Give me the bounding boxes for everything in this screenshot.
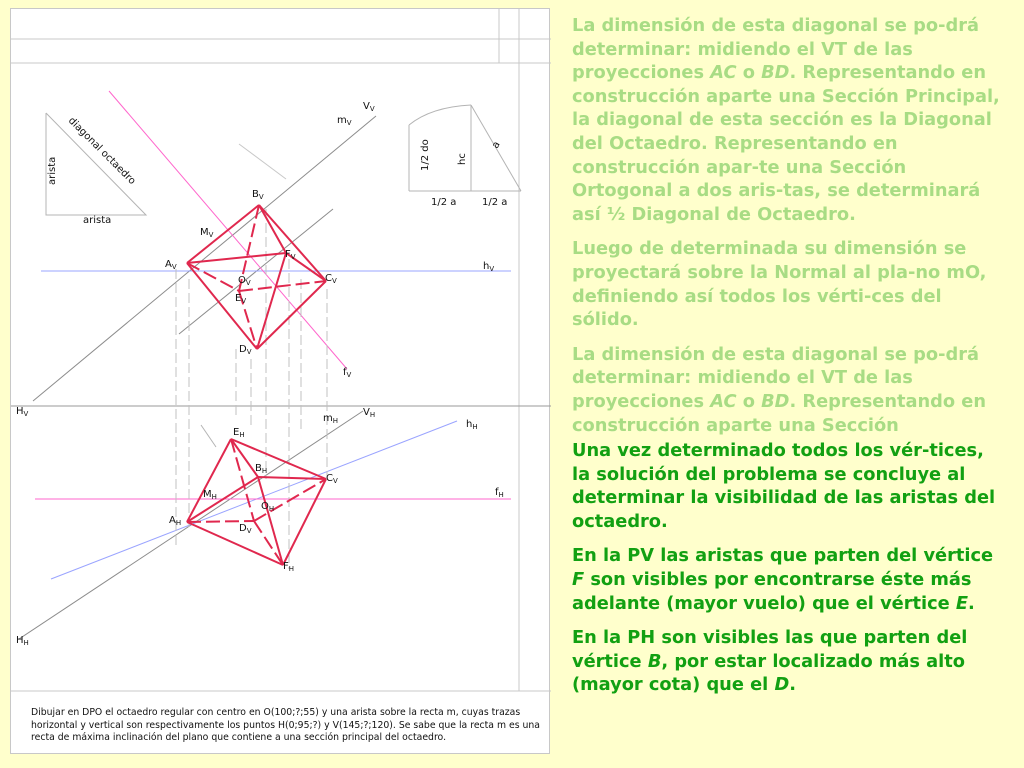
label-eh: $E_H$	[233, 427, 245, 439]
label-hv-ground: $H_V$	[16, 406, 29, 418]
label-hh-line: $h_H$	[466, 419, 478, 431]
triangle-base-label: arista	[83, 215, 112, 226]
triangle-hyp-label: diagonal octaedro	[65, 115, 138, 187]
label-cv: $C_V$	[325, 273, 337, 285]
helper-triangle	[46, 113, 146, 215]
fold-mark	[201, 425, 216, 447]
problem-statement: Dibujar en DPO el octaedro regular con centro en O(100;?;55) y una arista sobre la recta m, cuyas trazas horizontal y vertical son respectivamente los puntos H(0;95;?) y V(145;?;120). Se sabe que la recta m es una recta de máxima inclinación del plano que contiene a una sección principal del octaedro.	[31, 707, 540, 743]
half-a-right-label: 1/2 a	[482, 197, 508, 208]
line-hh	[51, 421, 457, 579]
label-vh: $V_H$	[363, 407, 376, 419]
paragraph-visibility: Una vez determinado todos los vér-tices, la solución del problema se concluye al determinar la visibilidad de las aristas del octaedro.	[572, 440, 996, 532]
label-mv-point: $M_V$	[200, 227, 214, 239]
half-diagonal-label: 1/2 do	[420, 139, 431, 171]
label-dh: $D_V$	[239, 523, 252, 535]
label-fv-line: $f_V$	[343, 367, 352, 379]
line-m	[33, 116, 376, 401]
label-hh-ground: $H_H$	[16, 635, 29, 647]
label-fh-line: $f_H$	[495, 487, 504, 499]
triangle-leg-label: arista	[47, 156, 58, 185]
a-label: a	[490, 139, 503, 151]
octahedron-horizontal-projection	[187, 439, 326, 565]
label-ah: $A_H$	[169, 515, 182, 527]
label-mh-point: $M_H$	[203, 489, 217, 501]
label-av: $A_V$	[165, 259, 177, 271]
title-block	[11, 9, 551, 691]
descriptive-geometry-drawing	[11, 9, 551, 755]
label-hv-line: $h_V$	[483, 261, 495, 273]
label-bv: $B_V$	[252, 189, 264, 201]
paragraph-pv: En la PV las aristas que parten del vértice F son visibles por encontrarse éste más adelante (mayor vuelo) que el vértice E.	[572, 545, 994, 614]
explanation-panel	[572, 14, 1004, 708]
octahedron-horizontal-hidden	[187, 439, 326, 565]
paragraph-diagonal-dimension: La dimensión de esta diagonal se po-drá determinar: midiendo el VT de las proyecciones AC o BD. Representando en construcción aparte una Sección Principal, la diagonal de esta sección es la Diagonal del Octaedro. Representando en construcción apar-te una Sección Ortogonal a dos aris-tas, se determinará así ½ Diagonal de Octaedro.	[572, 15, 1000, 225]
label-bh: $B_H$	[255, 463, 268, 475]
label-ch: $C_V$	[326, 473, 338, 485]
hc-label: hc	[457, 153, 468, 165]
label-fv: $F_V$	[285, 249, 296, 261]
label-mh: $m_H$	[323, 413, 339, 425]
label-ov: $O_V$	[238, 275, 251, 287]
label-fh: $F_H$	[283, 561, 295, 573]
plane-trace	[239, 144, 286, 179]
drawing-sheet	[10, 8, 550, 754]
label-mv: $m_V$	[337, 115, 352, 127]
label-oh: $O_H$	[261, 501, 275, 513]
label-dv: $D_V$	[239, 344, 252, 356]
paragraph-diagonal-repeat: La dimensión de esta diagonal se po-drá determinar: midiendo el VT de las proyecciones AC o BD. Representando en construcción aparte una Sección	[572, 343, 987, 436]
horizontal-labels	[16, 407, 504, 647]
label-ev: $E_V$	[235, 293, 247, 305]
label-vv: $V_V$	[363, 101, 375, 113]
paragraph-ph: En la PH son visibles las que parten del vértice B, por estar localizado más alto (mayor cota) que el D.	[572, 627, 968, 696]
paragraph-normal-projection: Luego de determinada su dimensión se proyectará sobre la Normal al pla-no mO, definiendo así todos los vérti-ces del sólido.	[572, 238, 987, 331]
half-a-left-label: 1/2 a	[431, 197, 457, 208]
